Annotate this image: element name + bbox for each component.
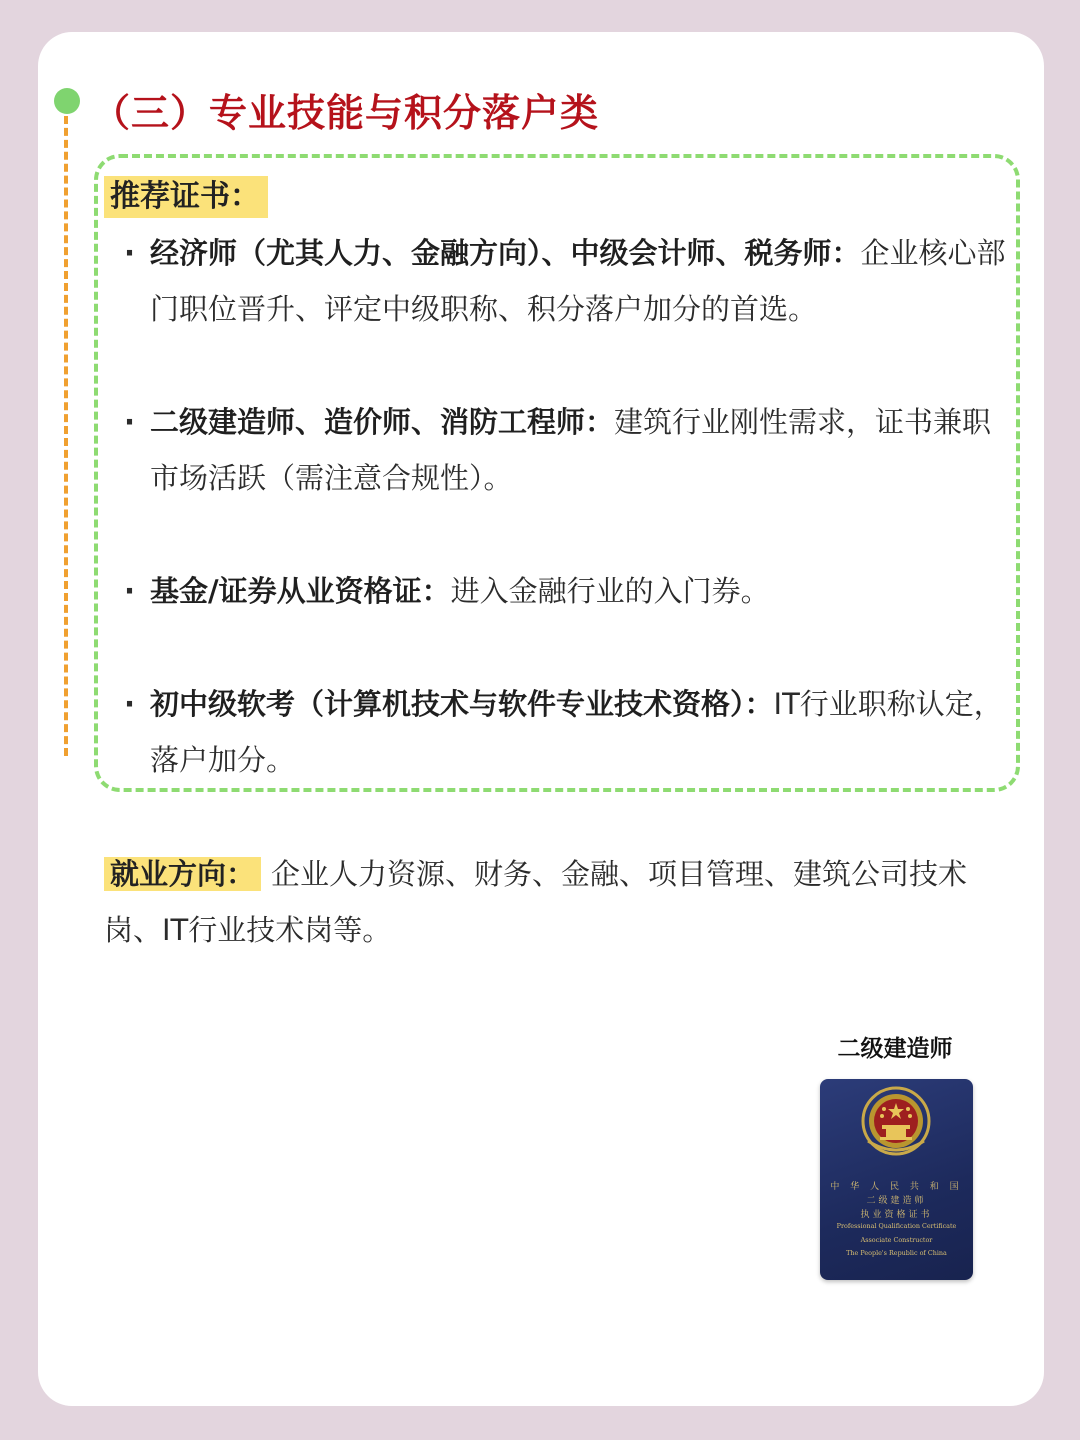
bullet-icon: · <box>124 687 136 721</box>
booklet-line: 执业资格证书 <box>860 1210 933 1220</box>
employment-paragraph <box>104 846 1014 958</box>
section-title: （三）专业技能与积分落户类 <box>92 91 600 135</box>
timeline-dot-icon <box>54 88 80 114</box>
certificate-item <box>124 394 1014 506</box>
certificate-name: 二级建造师、造价师、消防工程师： <box>150 405 615 439</box>
certificate-item <box>124 676 1014 788</box>
booklet-line: 二级建造师 <box>866 1196 927 1206</box>
timeline-line <box>64 116 68 756</box>
booklet-line: 中 华 人 民 共 和 国 <box>830 1182 963 1192</box>
booklet-line: The People's Republic of China <box>846 1249 947 1257</box>
booklet-line: Associate Constructor <box>860 1236 933 1244</box>
certificate-booklet-image <box>820 1079 973 1280</box>
national-emblem-icon <box>820 1079 973 1179</box>
certificate-desc: 建筑行业刚性需求，证书兼职市场活跃（需注意合规性）。 <box>150 405 992 495</box>
certificate-name: 经济师（尤其人力、金融方向）、中级会计师、税务师： <box>150 236 861 270</box>
certificate-desc: IT行业职称认定，落户加分。 <box>150 687 1003 777</box>
bullet-icon: · <box>124 405 136 439</box>
certificate-name: 基金/证券从业资格证： <box>150 574 451 608</box>
employment-text: 企业人力资源、财务、金融、项目管理、建筑公司技术岗、IT行业技术岗等。 <box>104 857 968 947</box>
certificate-desc: 进入金融行业的入门券。 <box>450 574 770 608</box>
bullet-icon: · <box>124 574 136 608</box>
employment-label: 就业方向： <box>104 857 261 891</box>
certificates-label: 推荐证书： <box>104 176 268 218</box>
bullet-icon: · <box>124 236 136 270</box>
certificate-name: 初中级软考（计算机技术与软件专业技术资格）： <box>150 687 774 721</box>
certificate-desc: 企业核心部门职位晋升、评定中级职称、积分落户加分的首选。 <box>150 236 1006 326</box>
certificate-item <box>124 563 1014 619</box>
badge-caption: 二级建造师 <box>837 1036 953 1062</box>
certificate-item <box>124 225 1014 337</box>
booklet-line: Professional Qualification Certificate <box>836 1222 957 1230</box>
